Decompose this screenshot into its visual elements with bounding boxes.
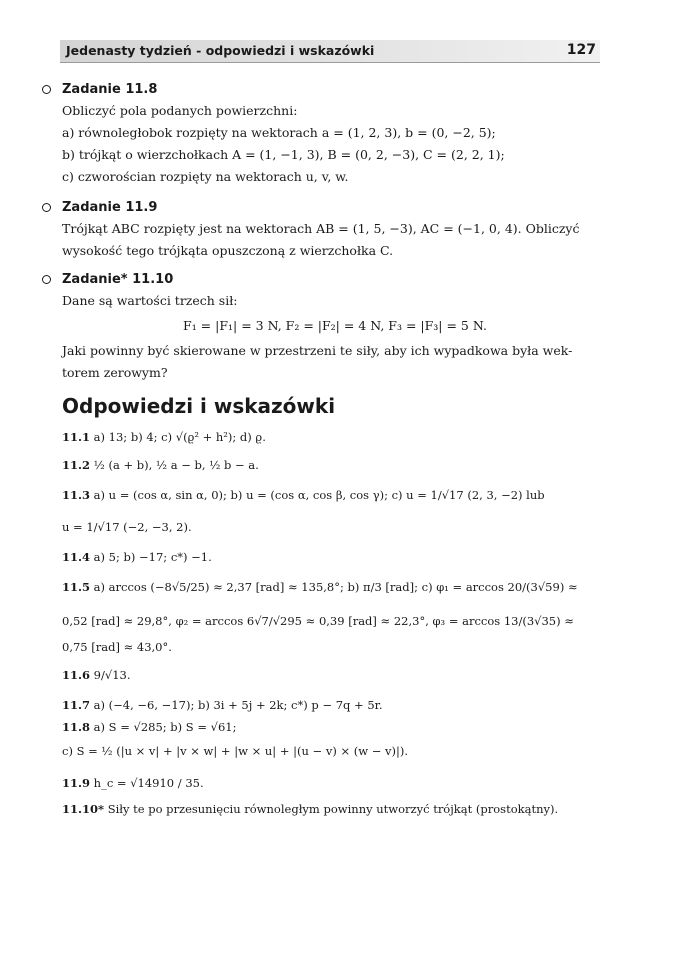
header-title: Jedenasty tydzień - odpowiedzi i wskazówki: [66, 43, 375, 58]
answer-text: 9/√13.: [93, 668, 131, 682]
answer-text: h_c = √14910 / 35.: [93, 776, 204, 790]
task-line: torem zerowym?: [62, 365, 168, 380]
answer-text: a) S = √285; b) S = √61;: [93, 720, 237, 734]
task-line: a) równoległobok rozpięty na wektorach a = (1, 2, 3), b = (0, −2, 5);: [62, 125, 496, 140]
task-title: Zadanie* 11.10: [62, 272, 174, 287]
answer-label: 11.7: [62, 698, 91, 712]
task-11-9: [38, 198, 608, 262]
answer-label: 11.6: [62, 668, 91, 682]
answer-11-6: [62, 668, 602, 682]
task-11-10: [38, 270, 608, 384]
answer-label: 11.10*: [62, 802, 105, 816]
bullet-circle-icon: [42, 275, 51, 284]
answer-11-10: [62, 802, 602, 816]
running-header: [60, 40, 600, 63]
answer-text: Siły te po przesunięciu równoległym powinny utworzyć trójkąt (prostokątny).: [107, 802, 559, 816]
task-11-8: [38, 80, 608, 188]
answer-11-5: [62, 580, 602, 594]
answer-label: 11.9: [62, 776, 91, 790]
task-line: Jaki powinny być skierowane w przestrzeni te siły, aby ich wypadkowa była wek-: [62, 343, 573, 358]
answer-label: 11.4: [62, 550, 91, 564]
answer-text: a) (−4, −6, −17); b) 3i + 5j + 2k; c*) p − 7q + 5r.: [93, 698, 383, 712]
bullet-circle-icon: [42, 85, 51, 94]
answer-text: a) arccos (−8√5/25) ≈ 2,37 [rad] ≈ 135,8°; b) π/3 [rad]; c) φ₁ = arccos 20/(3√59) ≈: [93, 580, 578, 594]
answer-11-7: [62, 698, 602, 712]
answer-text: ½ (a + b), ½ a − b, ½ b − a.: [93, 458, 259, 472]
answer-label: 11.3: [62, 488, 91, 502]
answer-11-9: [62, 776, 602, 790]
answer-11-5-cont: 0,52 [rad] ≈ 29,8°, φ₂ = arccos 6√7/√295 ≈ 0,39 [rad] ≈ 22,3°, φ₃ = arccos 13/(3√35) ≈: [62, 614, 574, 628]
task-title: Zadanie 11.9: [62, 200, 158, 215]
task-line: wysokość tego trójkąta opuszczoną z wierzchołka C.: [62, 243, 394, 258]
answer-text: a) 5; b) −17; c*) −1.: [93, 550, 212, 564]
answer-text: a) 13; b) 4; c) √(ϱ² + h²); d) ϱ.: [93, 430, 266, 444]
answer-11-8-cont: c) S = ½ (|u × v| + |v × w| + |w × u| + |(u − v) × (w − v)|).: [62, 744, 409, 758]
answer-11-4: [62, 550, 602, 564]
task-line: b) trójkąt o wierzchołkach A = (1, −1, 3), B = (0, 2, −3), C = (2, 2, 1);: [62, 147, 505, 162]
task-line: c) czworościan rozpięty na wektorach u, v, w.: [62, 169, 349, 184]
answers-heading: Odpowiedzi i wskazówki: [62, 394, 336, 418]
answer-11-3: [62, 488, 602, 502]
answer-11-2: [62, 458, 602, 472]
page-number: 127: [566, 42, 596, 58]
answer-text: a) u = (cos α, sin α, 0); b) u = (cos α, cos β, cos γ); c) u = 1/√17 (2, 3, −2) lub: [93, 488, 545, 502]
task-line: Trójkąt ABC rozpięty jest na wektorach AB = (1, 5, −3), AC = (−1, 0, 4). Obliczyć: [62, 221, 580, 236]
bullet-circle-icon: [42, 203, 51, 212]
task-line: Dane są wartości trzech sił:: [62, 293, 238, 308]
task-title: Zadanie 11.8: [62, 82, 158, 97]
answer-11-8: [62, 720, 602, 734]
answer-label: 11.1: [62, 430, 91, 444]
answer-11-1: [62, 430, 602, 444]
answer-11-3-cont: u = 1/√17 (−2, −3, 2).: [62, 520, 192, 534]
answer-label: 11.8: [62, 720, 91, 734]
forces-formula: F₁ = |F₁| = 3 N, F₂ = |F₂| = 4 N, F₃ = |F₃| = 5 N.: [183, 318, 487, 333]
answer-label: 11.2: [62, 458, 91, 472]
answer-label: 11.5: [62, 580, 91, 594]
answer-11-5-cont2: 0,75 [rad] ≈ 43,0°.: [62, 640, 172, 654]
task-line: Obliczyć pola podanych powierzchni:: [62, 103, 298, 118]
